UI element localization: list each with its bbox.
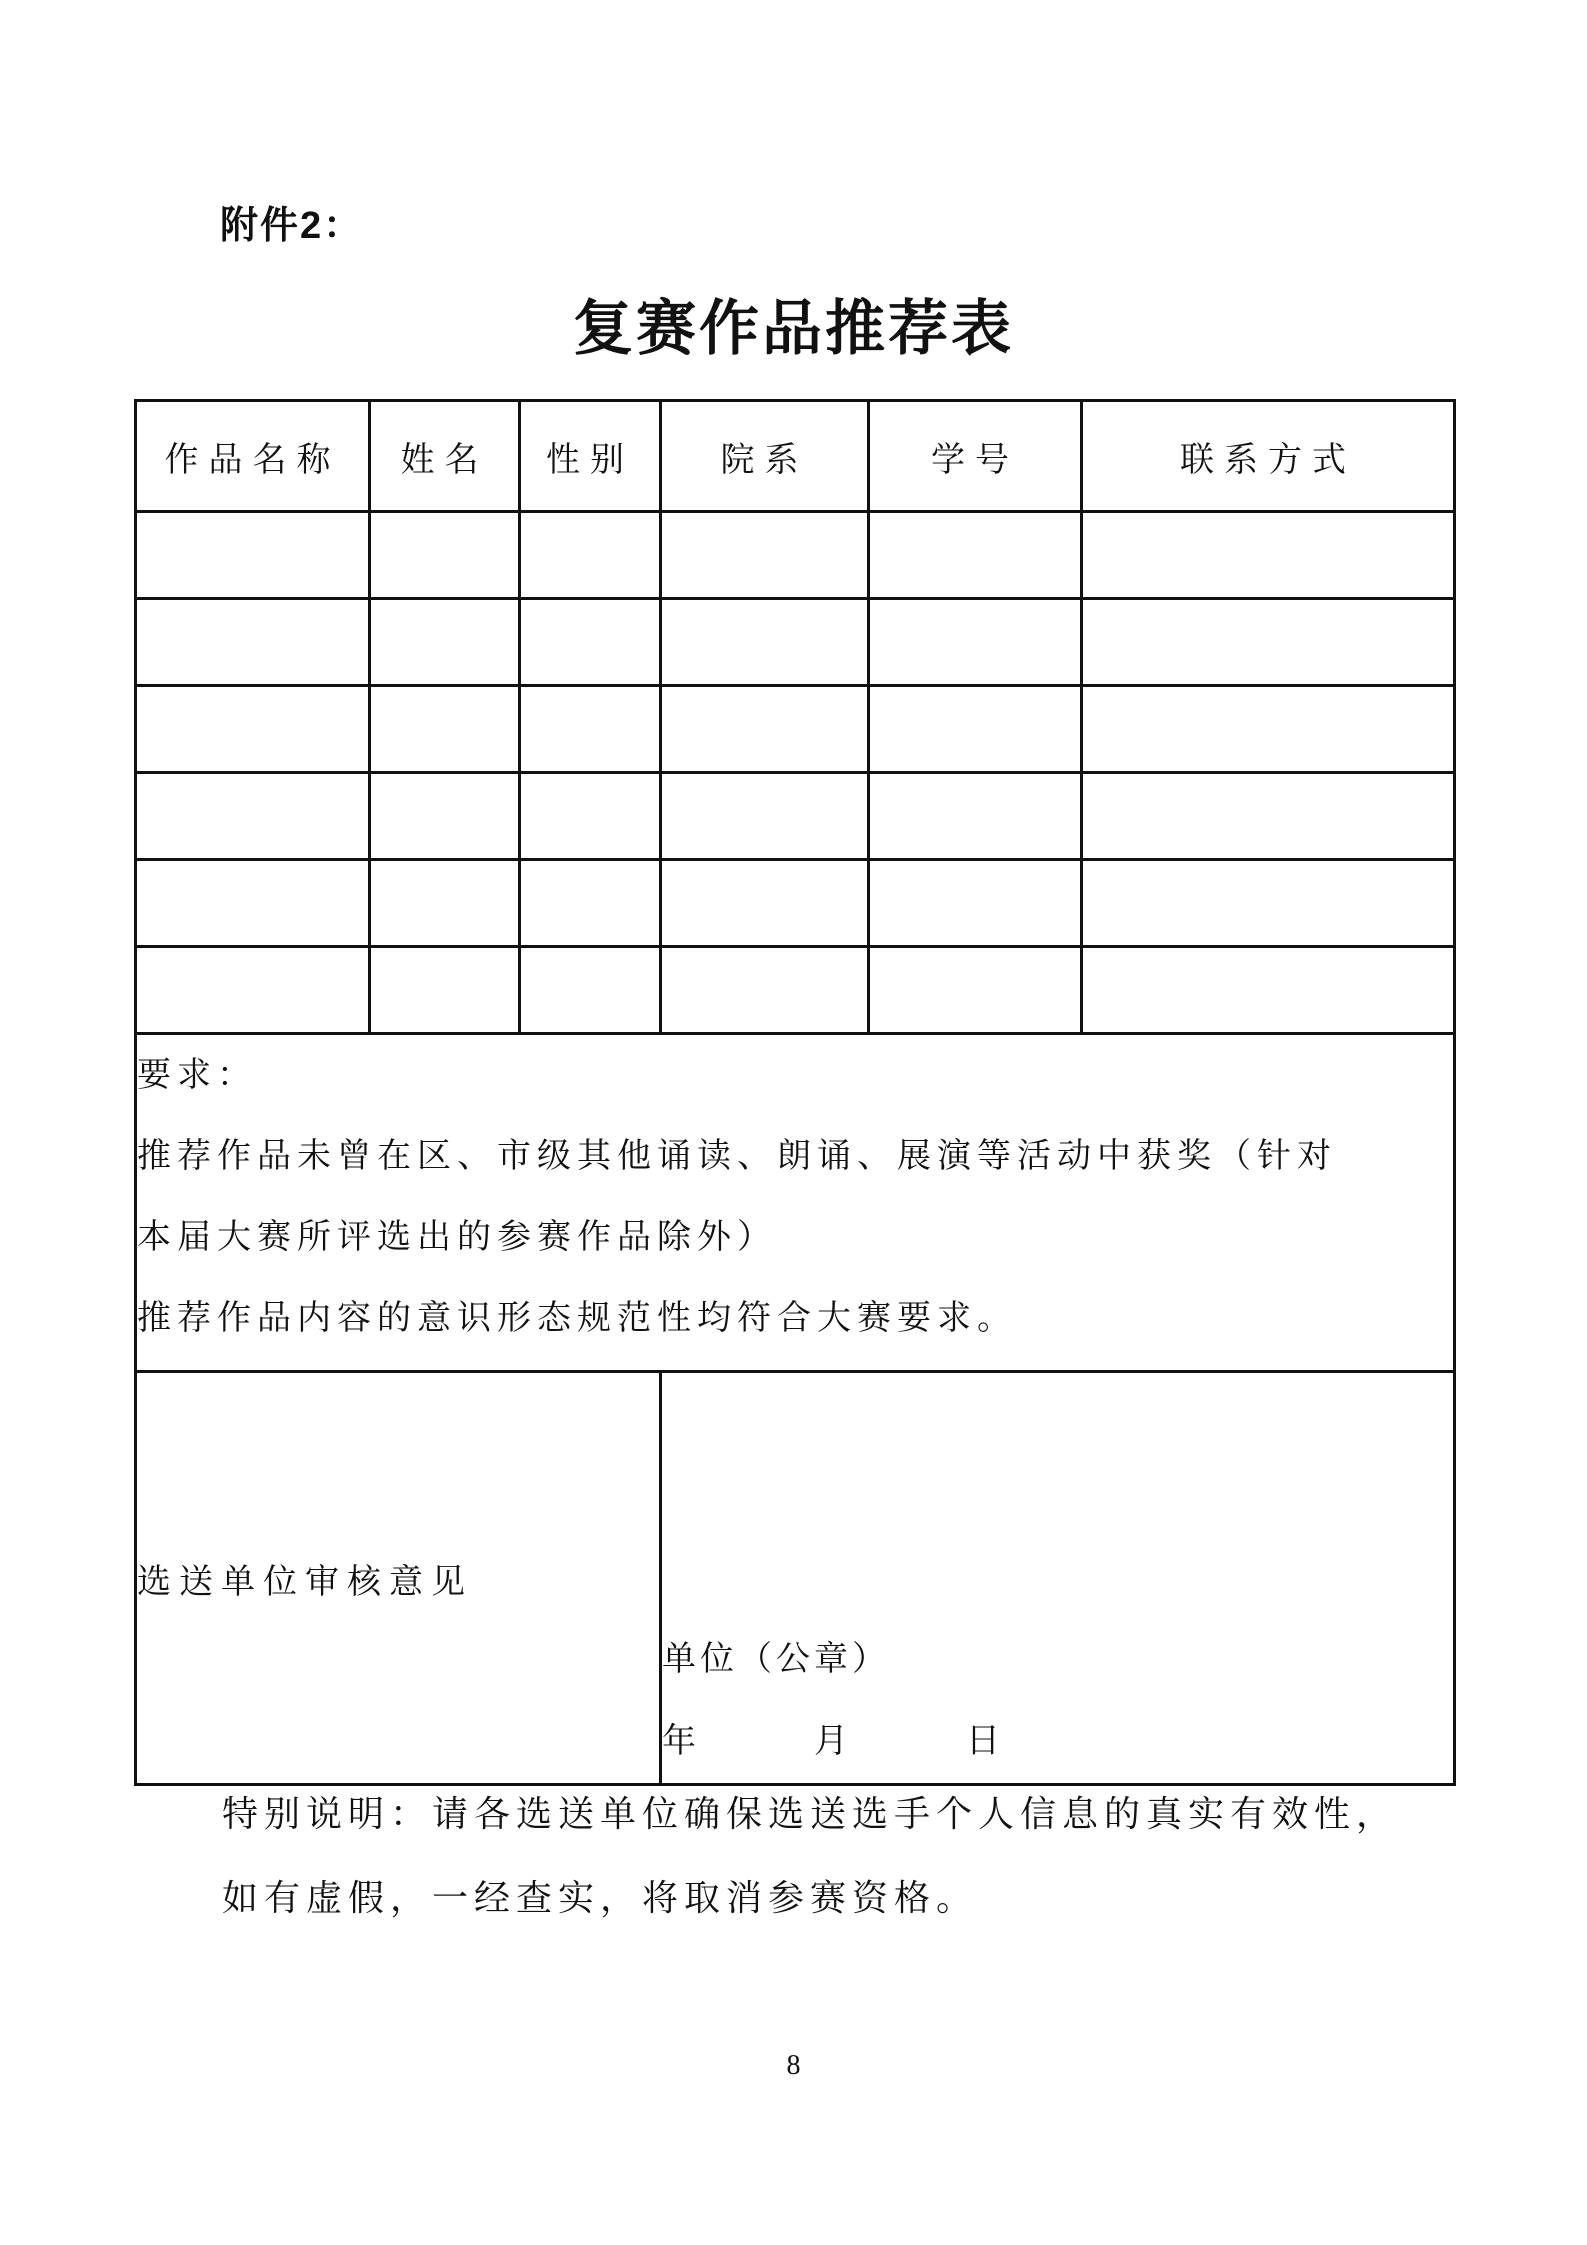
empty-cell-contact[interactable] [1082, 773, 1455, 860]
empty-cell-work-title[interactable] [136, 947, 370, 1034]
empty-cell-contact[interactable] [1082, 860, 1455, 947]
empty-table-row [136, 599, 1455, 686]
empty-cell-name[interactable] [370, 512, 520, 599]
empty-rows [136, 512, 1455, 1034]
empty-cell-contact[interactable] [1082, 599, 1455, 686]
empty-cell-work-title[interactable] [136, 686, 370, 773]
table-header-row [136, 401, 1455, 512]
empty-cell-student-id[interactable] [869, 686, 1082, 773]
recommendation-table [134, 399, 1456, 1786]
empty-cell-department[interactable] [661, 860, 869, 947]
requirements-label: 要求： [137, 1057, 257, 1094]
review-section-label-cell: 选送单位审核意见 [136, 1372, 661, 1785]
empty-cell-contact[interactable] [1082, 512, 1455, 599]
date-label: 年 月 日 [662, 1723, 1004, 1760]
empty-cell-gender[interactable] [520, 860, 661, 947]
empty-cell-name[interactable] [370, 686, 520, 773]
header-department: 院系 [661, 401, 869, 512]
header-work-title: 作品名称 [136, 401, 370, 512]
requirements-line: 推荐作品内容的意识形态规范性均符合大赛要求。 [137, 1300, 1017, 1337]
empty-cell-department[interactable] [661, 512, 869, 599]
requirements-line: 推荐作品未曾在区、市级其他诵读、朗诵、展演等活动中获奖（针对 [137, 1138, 1337, 1175]
header-gender: 性别 [520, 401, 661, 512]
review-row [136, 1372, 1455, 1785]
empty-cell-work-title[interactable] [136, 599, 370, 686]
empty-cell-gender[interactable] [520, 512, 661, 599]
requirements-row [136, 1034, 1455, 1372]
empty-cell-name[interactable] [370, 773, 520, 860]
empty-cell-student-id[interactable] [869, 773, 1082, 860]
requirements-cell [136, 1034, 1455, 1372]
empty-cell-gender[interactable] [520, 947, 661, 1034]
empty-cell-gender[interactable] [520, 599, 661, 686]
empty-cell-student-id[interactable] [869, 512, 1082, 599]
empty-cell-student-id[interactable] [869, 860, 1082, 947]
header-student-id: 学号 [869, 401, 1082, 512]
empty-cell-work-title[interactable] [136, 773, 370, 860]
stamp-label: 单位（公章） [662, 1641, 890, 1678]
empty-cell-name[interactable] [370, 860, 520, 947]
empty-cell-work-title[interactable] [136, 512, 370, 599]
empty-cell-contact[interactable] [1082, 947, 1455, 1034]
empty-cell-gender[interactable] [520, 686, 661, 773]
empty-table-row [136, 512, 1455, 599]
empty-cell-contact[interactable] [1082, 686, 1455, 773]
review-stamp-cell[interactable] [661, 1372, 1455, 1785]
empty-cell-department[interactable] [661, 599, 869, 686]
special-note-line: 如有虚假，一经查实，将取消参赛资格。 [222, 1878, 979, 1918]
empty-table-row [136, 860, 1455, 947]
requirements-line: 本届大赛所评选出的参赛作品除外） [137, 1219, 777, 1256]
empty-cell-department[interactable] [661, 686, 869, 773]
special-note-line: 特别说明：请各选送单位确保选送选手个人信息的真实有效性， [222, 1794, 1399, 1834]
empty-cell-student-id[interactable] [869, 947, 1082, 1034]
empty-cell-student-id[interactable] [869, 599, 1082, 686]
empty-cell-department[interactable] [661, 773, 869, 860]
empty-table-row [136, 686, 1455, 773]
empty-cell-work-title[interactable] [136, 860, 370, 947]
attachment-label: 附件2： [220, 205, 364, 247]
empty-cell-name[interactable] [370, 599, 520, 686]
special-note [222, 1772, 1502, 1940]
header-contact: 联系方式 [1082, 401, 1455, 512]
empty-table-row [136, 773, 1455, 860]
page-number: 8 [786, 2050, 801, 2081]
empty-cell-name[interactable] [370, 947, 520, 1034]
empty-cell-gender[interactable] [520, 773, 661, 860]
empty-cell-department[interactable] [661, 947, 869, 1034]
page-title: 复赛作品推荐表 [573, 296, 1014, 362]
empty-table-row [136, 947, 1455, 1034]
header-name: 姓名 [370, 401, 520, 512]
